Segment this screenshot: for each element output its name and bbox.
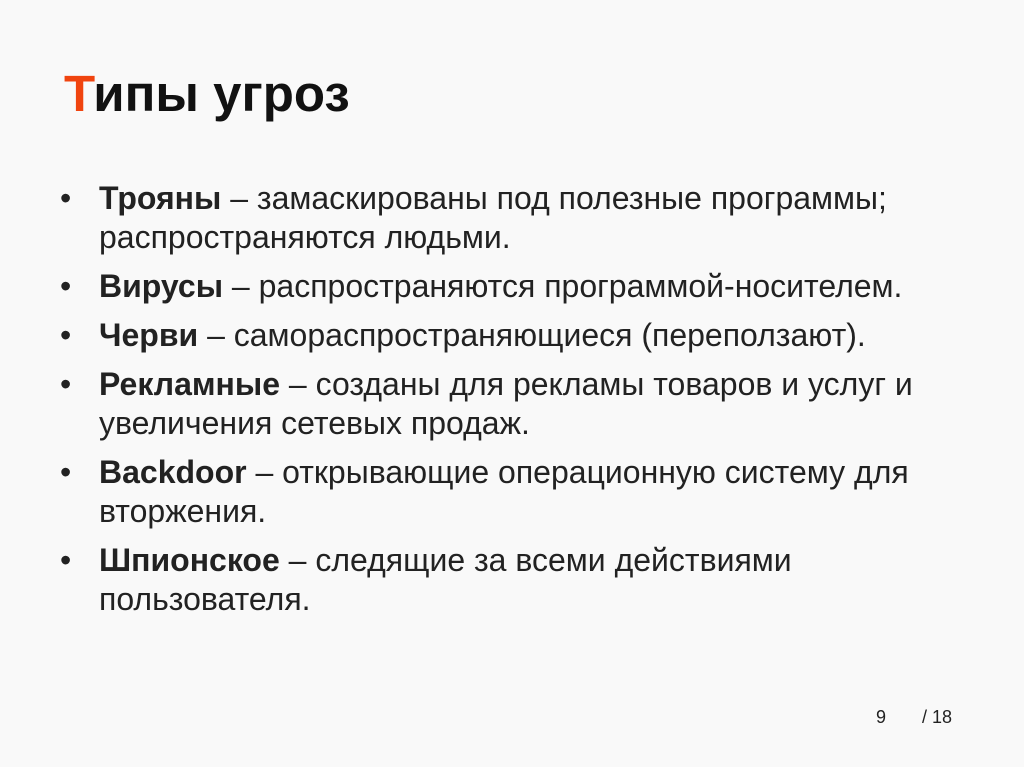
list-item [60,267,980,306]
bullet-icon: • [60,317,72,353]
bullet-icon: • [60,366,72,402]
list-item [60,316,980,355]
threat-description: – следящие за всеми действиями пользователя. [99,542,792,617]
threat-list [60,179,980,629]
threat-term: Трояны [99,180,222,216]
threat-description: – распространяются программой-носителем. [223,268,903,304]
bullet-icon: • [60,542,72,578]
threat-description: – созданы для рекламы товаров и услуг и увеличения сетевых продаж. [99,366,913,441]
threat-term: Рекламные [99,366,280,402]
list-item [60,453,980,531]
threat-description: – открывающие операционную систему для вторжения. [99,454,909,529]
list-item [60,541,980,619]
list-item [60,179,980,257]
title-accent-letter: Т [64,65,94,122]
slide-title [64,64,350,124]
list-item [60,365,980,443]
page-current: 9 [876,707,887,727]
title-text: ипы угроз [93,65,350,122]
bullet-icon: • [60,268,72,304]
threat-term: Черви [99,317,199,353]
threat-term: Шпионское [99,542,280,578]
threat-term: Backdoor [99,454,247,490]
threat-term: Вирусы [99,268,224,304]
bullet-icon: • [60,454,72,490]
page-total: / 18 [922,707,953,727]
bullet-icon: • [60,180,72,216]
threat-description: – самораспространяющиеся (переползают). [198,317,866,353]
threat-description: – замаскированы под полезные программы; распространяются людьми. [99,180,887,255]
